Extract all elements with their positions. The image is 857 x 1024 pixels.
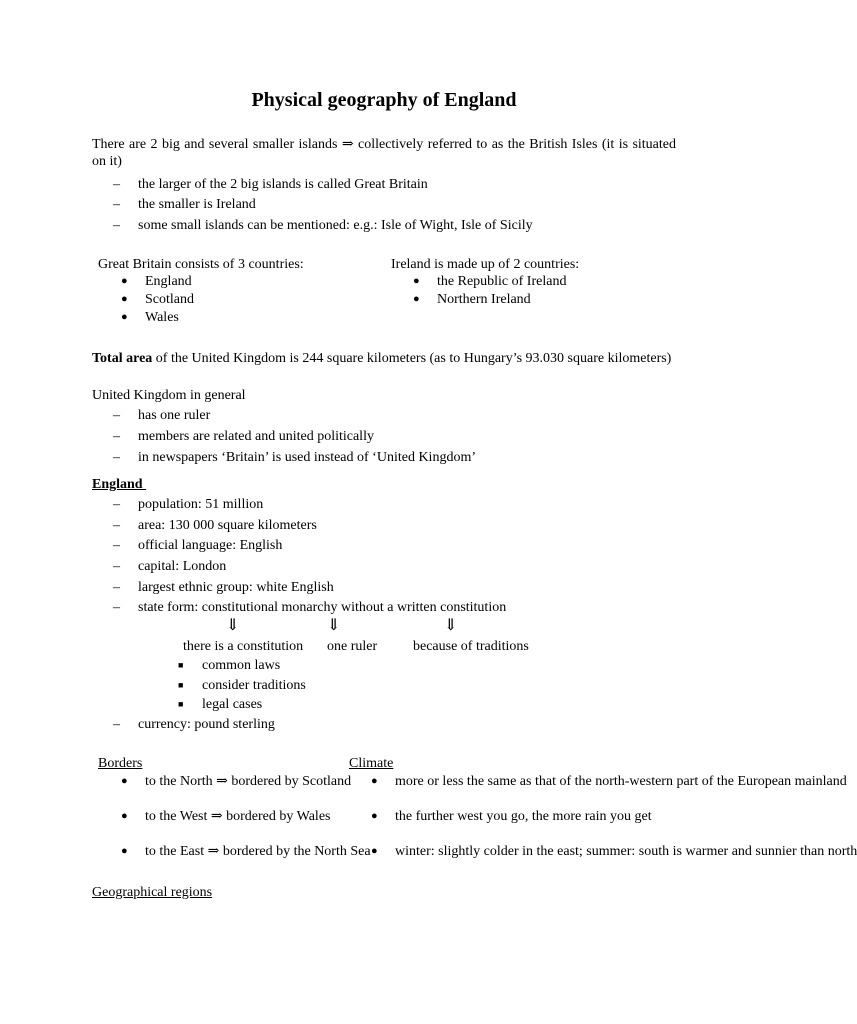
down-arrow-icon: ⇓	[327, 617, 341, 634]
total-area-paragraph: Total area of the United Kingdom is 244 square kilometers (as to Hungary’s 93.030 square kilometers)	[92, 351, 672, 366]
right-arrow-icon: ⇒	[341, 137, 354, 152]
uk-general-heading: United Kingdom in general	[92, 388, 246, 403]
bullet-icon: ●	[413, 275, 420, 287]
right-arrow-icon: ⇒	[216, 774, 228, 789]
right-arrow-icon: ⇒	[210, 809, 223, 824]
dash-mark: –	[113, 450, 120, 465]
square-bullet-icon: ■	[178, 680, 184, 690]
dash-mark: –	[113, 538, 120, 553]
dash-mark: –	[113, 559, 120, 574]
down-arrow-icon: ⇓	[226, 617, 240, 634]
bullet-icon: ●	[121, 275, 128, 287]
england-heading: England	[92, 477, 147, 492]
bullet-icon: ●	[121, 311, 128, 323]
dash-mark: –	[113, 197, 120, 212]
bullet-icon: ●	[413, 293, 420, 305]
state-note: there is a constitution	[183, 639, 304, 654]
borders-heading: Borders	[98, 756, 143, 771]
geographical-regions-heading: Geographical regions	[92, 885, 213, 900]
dash-mark: –	[113, 580, 120, 595]
bullet-icon: ●	[121, 775, 128, 787]
square-bullet-icon: ■	[178, 660, 184, 670]
dash-mark: –	[113, 408, 120, 423]
dash-mark: –	[113, 429, 120, 444]
bullet-icon: ●	[121, 810, 128, 822]
climate-heading: Climate	[349, 756, 394, 771]
state-note: because of traditions	[413, 639, 529, 654]
dash-mark: –	[113, 177, 120, 192]
bullet-icon: ●	[121, 845, 128, 857]
bullet-icon: ●	[121, 293, 128, 305]
dash-mark: –	[113, 717, 120, 732]
ireland-heading: Ireland is made up of 2 countries:	[391, 257, 580, 272]
bullet-icon: ●	[371, 845, 378, 857]
down-arrow-icon: ⇓	[444, 617, 458, 634]
square-bullet-icon: ■	[178, 699, 184, 709]
dash-mark: –	[113, 600, 120, 615]
total-area-label: Total area	[92, 351, 153, 366]
bullet-icon: ●	[371, 810, 378, 822]
great-britain-heading: Great Britain consists of 3 countries:	[98, 257, 304, 272]
dash-mark: –	[113, 218, 120, 233]
intro-paragraph: There are 2 big and several smaller islands ⇒ collectively referred to as the British Isles (it is situated on it)	[92, 137, 677, 169]
page-title: Physical geography of England	[251, 89, 517, 111]
dash-mark: –	[113, 497, 120, 512]
right-arrow-icon: ⇒	[207, 844, 220, 859]
bullet-icon: ●	[371, 775, 378, 787]
state-note: one ruler	[327, 639, 378, 654]
dash-mark: –	[113, 518, 120, 533]
